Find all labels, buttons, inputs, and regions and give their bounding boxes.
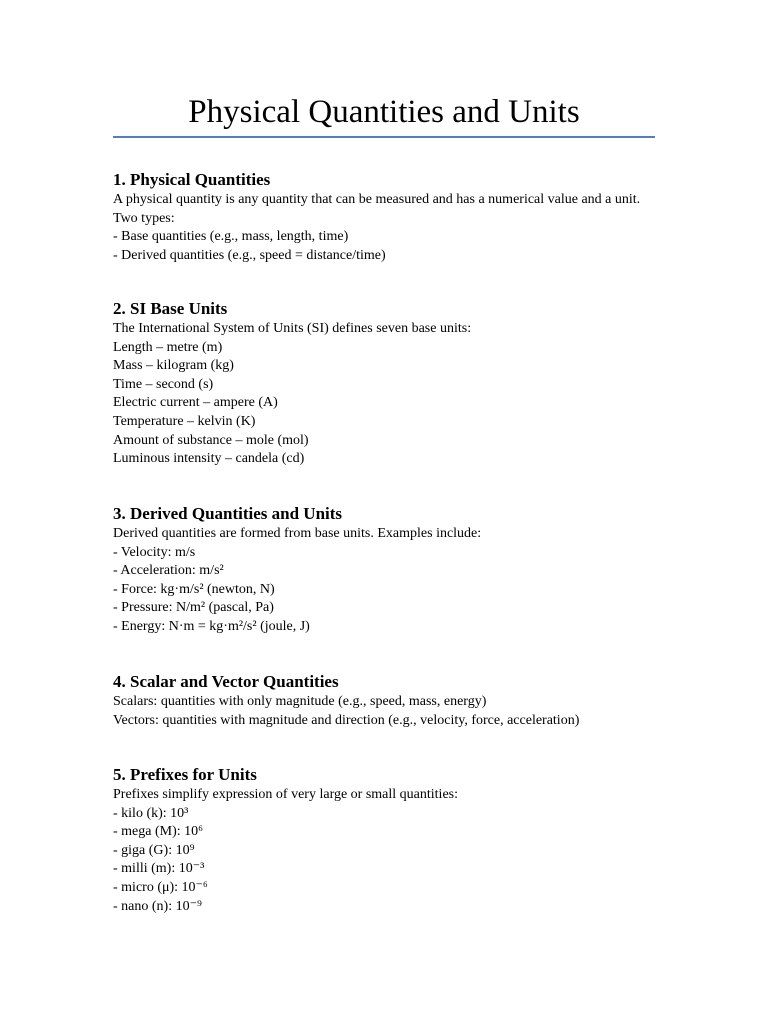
section-heading: 3. Derived Quantities and Units: [113, 504, 343, 523]
section-heading: 4. Scalar and Vector Quantities: [113, 672, 339, 691]
section-text-line: - milli (m): 10⁻³: [113, 861, 205, 877]
section-text-line: - nano (n): 10⁻⁹: [113, 898, 202, 914]
section-text-line: Two types:: [113, 210, 175, 226]
section-text-line: Luminous intensity – candela (cd): [113, 451, 305, 467]
section-prefixes: [113, 765, 673, 916]
section-heading: 1. Physical Quantities: [113, 170, 271, 189]
section-physical-quantities: [113, 170, 673, 265]
section-text-line: - micro (μ): 10⁻⁶: [113, 879, 208, 895]
section-text-line: - giga (G): 10⁹: [113, 842, 195, 858]
section-text-line: Scalars: quantities with only magnitude (e.g., speed, mass, energy): [113, 694, 487, 709]
section-text-line: Vectors: quantities with magnitude and direction (e.g., velocity, force, acceleration): [113, 712, 580, 728]
section-text-line: - Acceleration: m/s²: [113, 563, 224, 579]
section-text-line: Time – second (s): [113, 376, 214, 392]
section-text-line: Electric current – ampere (A): [113, 395, 278, 411]
section-text-line: - Pressure: N/m² (pascal, Pa): [113, 600, 274, 616]
section-text-line: - mega (M): 10⁶: [113, 824, 204, 840]
section-heading: 2. SI Base Units: [113, 299, 228, 318]
section-text-line: - Base quantities (e.g., mass, length, time): [113, 229, 349, 245]
section-text-line: The International System of Units (SI) defines seven base units:: [113, 321, 472, 336]
document-title: Physical Quantities and Units: [188, 94, 580, 130]
section-text-line: A physical quantity is any quantity that can be measured and has a numerical value and a unit.: [113, 192, 641, 207]
title-underline: [113, 136, 655, 138]
section-text-line: Mass – kilogram (kg): [113, 358, 234, 374]
section-text-line: Temperature – kelvin (K): [113, 413, 256, 429]
section-heading: 5. Prefixes for Units: [113, 765, 257, 784]
section-text-line: - Derived quantities (e.g., speed = distance/time): [113, 247, 386, 263]
section-text-line: Amount of substance – mole (mol): [113, 432, 309, 448]
section-text-line: - Energy: N·m = kg·m²/s² (joule, J): [113, 618, 310, 634]
section-text-line: - kilo (k): 10³: [113, 805, 189, 821]
section-text-line: Derived quantities are formed from base units. Examples include:: [113, 526, 482, 541]
section-text-line: - Velocity: m/s: [113, 544, 196, 560]
section-text-line: - Force: kg·m/s² (newton, N): [113, 581, 275, 597]
section-derived-quantities: [113, 504, 673, 637]
section-text-line: Length – metre (m): [113, 339, 223, 355]
section-scalar-vector: [113, 672, 673, 730]
section-text-line: Prefixes simplify expression of very large or small quantities:: [113, 787, 459, 802]
section-si-base-units: [113, 299, 673, 469]
